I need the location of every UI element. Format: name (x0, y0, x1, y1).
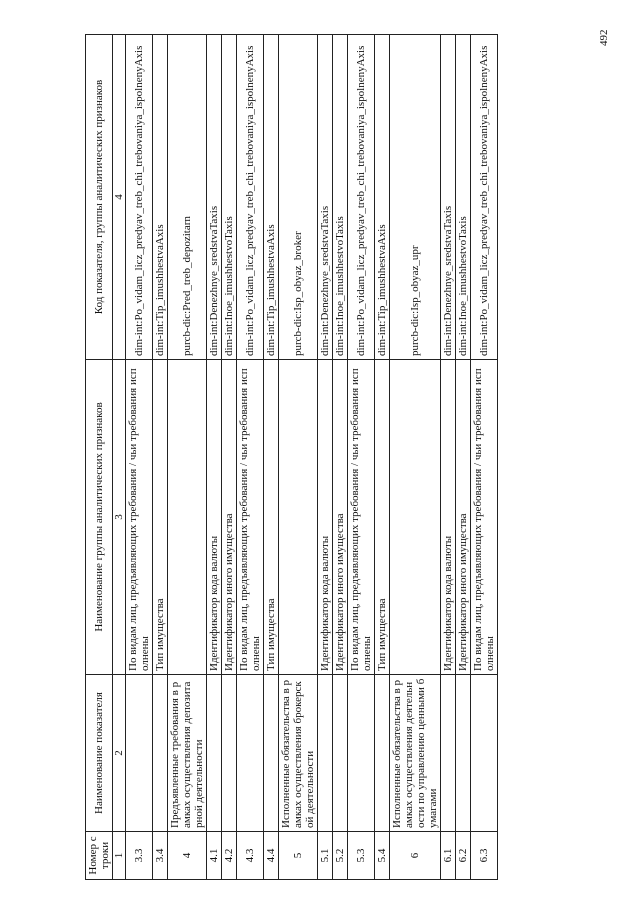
indicator-name-cell (207, 675, 222, 832)
row-number-cell: 5.4 (375, 832, 390, 880)
indicator-name-cell: Предъявленные требования в рамках осуществления депозитарной деятельности (168, 675, 207, 832)
row-number-cell: 6.3 (471, 832, 498, 880)
code-cell: dim-int:Denezhnye_sredstvaTaxis (318, 35, 333, 360)
table-row (126, 35, 153, 880)
code-cell: purcb-dic:Isp_obyaz_broker (279, 35, 318, 360)
group-name-cell: По видам лиц, предъявляющих требования / чьи требования исполнены (126, 360, 153, 675)
code-cell: dim-int:Denezhnye_sredstvaTaxis (207, 35, 222, 360)
header-indicator-name: Наименование показателя (86, 675, 113, 832)
row-number-cell: 4.4 (264, 832, 279, 880)
indicator-name-cell: Исполненные обязательства в рамках осуществления деятельности по управлению ценными бумагами (390, 675, 441, 832)
indicator-name-cell (222, 675, 237, 832)
table-row (318, 35, 333, 880)
column-number: 1 (113, 832, 126, 880)
group-name-cell (390, 360, 441, 675)
group-name-cell: Тип имущества (153, 360, 168, 675)
code-cell: dim-int:Po_vidam_licz_predyav_treb_chi_trebovaniya_ispolnenyAxis (126, 35, 153, 360)
code-cell: dim-int:Po_vidam_licz_predyav_treb_chi_trebovaniya_ispolnenyAxis (348, 35, 375, 360)
indicator-name-cell (333, 675, 348, 832)
column-number: 3 (113, 360, 126, 675)
group-name-cell: Тип имущества (264, 360, 279, 675)
indicator-name-cell (471, 675, 498, 832)
table-body (126, 35, 498, 880)
code-cell: dim-int:Inoe_imushhestvoTaxis (456, 35, 471, 360)
row-number-cell: 4.1 (207, 832, 222, 880)
code-cell: dim-int:Po_vidam_licz_predyav_treb_chi_trebovaniya_ispolnenyAxis (237, 35, 264, 360)
code-cell: purcb-dic:Pred_treb_depozitarn (168, 35, 207, 360)
table-row (222, 35, 237, 880)
code-cell: dim-int:Inoe_imushhestvoTaxis (333, 35, 348, 360)
code-cell: dim-int:Tip_imushhestvaAxis (264, 35, 279, 360)
row-number-cell: 5.2 (333, 832, 348, 880)
code-cell: dim-int:Tip_imushhestvaAxis (375, 35, 390, 360)
column-number: 2 (113, 675, 126, 832)
row-number-cell: 5.3 (348, 832, 375, 880)
indicator-name-cell (456, 675, 471, 832)
table-row (441, 35, 456, 880)
table-row (237, 35, 264, 880)
indicator-name-cell (126, 675, 153, 832)
table-row (471, 35, 498, 880)
indicator-name-cell (153, 675, 168, 832)
indicator-name-cell (237, 675, 264, 832)
indicator-name-cell (441, 675, 456, 832)
header-row-number: Номер строки (86, 832, 113, 880)
row-number-cell: 5 (279, 832, 318, 880)
header-row (86, 35, 113, 880)
row-number-cell: 3.3 (126, 832, 153, 880)
group-name-cell: Тип имущества (375, 360, 390, 675)
group-name-cell: Идентификатор иного имущества (333, 360, 348, 675)
row-number-cell: 4.3 (237, 832, 264, 880)
indicator-name-cell (348, 675, 375, 832)
row-number-cell: 6 (390, 832, 441, 880)
group-name-cell: Идентификатор кода валюты (207, 360, 222, 675)
code-cell: dim-int:Po_vidam_licz_predyav_treb_chi_trebovaniya_ispolnenyAxis (471, 35, 498, 360)
table-row (168, 35, 207, 880)
rotated-page (85, 35, 620, 880)
table-row (279, 35, 318, 880)
group-name-cell (168, 360, 207, 675)
table-row (390, 35, 441, 880)
header-group-name: Наименование группы аналитических признаков (86, 360, 113, 675)
group-name-cell: Идентификатор кода валюты (318, 360, 333, 675)
code-cell: dim-int:Tip_imushhestvaAxis (153, 35, 168, 360)
group-name-cell: Идентификатор иного имущества (456, 360, 471, 675)
column-numbers-row (113, 35, 126, 880)
column-number: 4 (113, 35, 126, 360)
table-row (153, 35, 168, 880)
table-row (207, 35, 222, 880)
indicator-table (85, 34, 498, 880)
table-row (456, 35, 471, 880)
row-number-cell: 5.1 (318, 832, 333, 880)
row-number-cell: 6.1 (441, 832, 456, 880)
row-number-cell: 4 (168, 832, 207, 880)
group-name-cell: По видам лиц, предъявляющих требования / чьи требования исполнены (348, 360, 375, 675)
code-cell: purcb-dic:Isp_obyaz_upr (390, 35, 441, 360)
table-row (333, 35, 348, 880)
row-number-cell: 4.2 (222, 832, 237, 880)
group-name-cell: По видам лиц, предъявляющих требования / чьи требования исполнены (471, 360, 498, 675)
code-cell: dim-int:Denezhnye_sredstvaTaxis (441, 35, 456, 360)
code-cell: dim-int:Inoe_imushhestvoTaxis (222, 35, 237, 360)
row-number-cell: 3.4 (153, 832, 168, 880)
table-row (375, 35, 390, 880)
indicator-name-cell (375, 675, 390, 832)
indicator-name-cell (264, 675, 279, 832)
page-number: 492 (598, 29, 610, 46)
indicator-name-cell (318, 675, 333, 832)
group-name-cell: Идентификатор иного имущества (222, 360, 237, 675)
header-code: Код показателя, группы аналитических признаков (86, 35, 113, 360)
table-row (264, 35, 279, 880)
indicator-name-cell: Исполненные обязательства в рамках осуществления брокерской деятельности (279, 675, 318, 832)
row-number-cell: 6.2 (456, 832, 471, 880)
group-name-cell (279, 360, 318, 675)
group-name-cell: Идентификатор кода валюты (441, 360, 456, 675)
table-row (348, 35, 375, 880)
group-name-cell: По видам лиц, предъявляющих требования / чьи требования исполнены (237, 360, 264, 675)
